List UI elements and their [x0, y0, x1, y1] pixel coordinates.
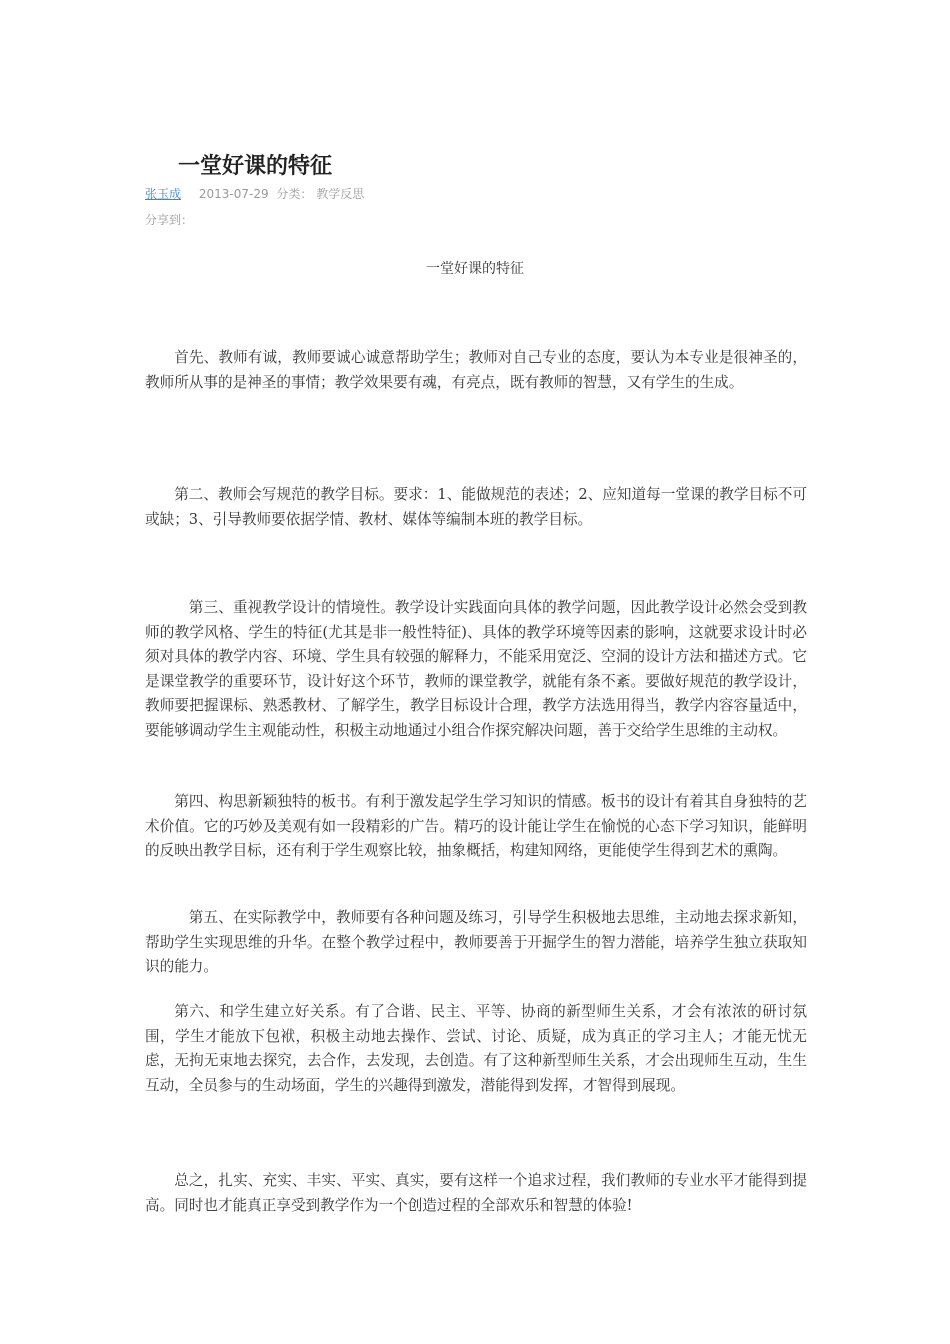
paragraph-1: 首先、教师有诚，教师要诚心诚意帮助学生；教师对自己专业的态度，要认为本专业是很神圣的，教师所从事的是神圣的事情；教学效果要有魂，有亮点，既有教师的智慧，又有学生的生成。 — [145, 349, 807, 391]
paragraph-4: 第四、构思新颖独特的板书。有利于激发起学生学习知识的情感。板书的设计有着其自身独特的艺术价值。它的巧妙及美观有如一段精彩的广告。精巧的设计能让学生在愉悦的心态下学习知识，能鲜明的反映出教学目标，还有利于学生观察比较，抽象概括，构建知网络，更能使学生得到艺术的熏陶。 — [145, 793, 807, 859]
article-meta — [145, 185, 364, 203]
author-link[interactable]: 张玉成 — [145, 187, 182, 201]
category-link[interactable]: 教学反思 — [316, 187, 365, 201]
paragraph-3: 第三、重视教学设计的情境性。教学设计实践面向具体的教学问题，因此教学设计必然会受到教师的教学风格、学生的特征(尤其是非一般性特征)、具体的教学环境等因素的影响，这就要求设计时必须对具体的教学内容、环境、学生具有较强的解释力，不能采用宽泛、空洞的设计方法和描述方式。它是课堂教学的重要环节，设计好这个环节，教师的课堂教学，就能有条不紊。要做好规范的教学设计，教师要把握课标、熟悉教材、了解学生，教学目标设计合理，教学方法选用得当，教学内容容量适中，要能够调动学生主观能动性，积极主动地通过小组合作探究解决问题，善于交给学生思维的主动权。 — [145, 599, 807, 739]
category-label: 分类： — [276, 187, 313, 201]
share-label: 分享到： — [145, 213, 194, 227]
publish-date: 2013-07-29 — [198, 187, 269, 201]
paragraph-7: 总之，扎实、充实、丰实、平实、真实，要有这样一个追求过程，我们教师的专业水平才能得到提高。同时也才能真正享受到教学作为一个创造过程的全部欢乐和智慧的体验! — [145, 1172, 807, 1214]
article-title: 一堂好课的特征 — [178, 154, 333, 179]
paragraph-6: 第六、和学生建立好关系。有了合谐、民主、平等、协商的新型师生关系，才会有浓浓的研讨氛围，学生才能放下包袱，积极主动地去操作、尝试、讨论、质疑，成为真正的学习主人；才能无忧无虑，无拘无束地去探究，去合作，去发现，去创造。有了这种新型师生关系，才会出现师生互动，生生互动，全员参与的生动场面，学生的兴趣得到激发，潜能得到发挥，才智得到展现。 — [145, 1003, 807, 1094]
paragraph-5: 第五、在实际教学中，教师要有各种问题及练习，引导学生积极地去思维，主动地去探求新知，帮助学生实现思维的升华。在整个教学过程中，教师要善于开掘学生的智力潜能，培养学生独立获取知识的能力。 — [145, 909, 807, 975]
paragraph-2: 第二、教师会写规范的教学目标。要求：1、能做规范的表述；2、应知道每一堂课的教学目标不可或缺；3、引导教师要依据学情、教材、媒体等编制本班的教学目标。 — [145, 486, 807, 528]
content-heading: 一堂好课的特征 — [426, 261, 524, 277]
